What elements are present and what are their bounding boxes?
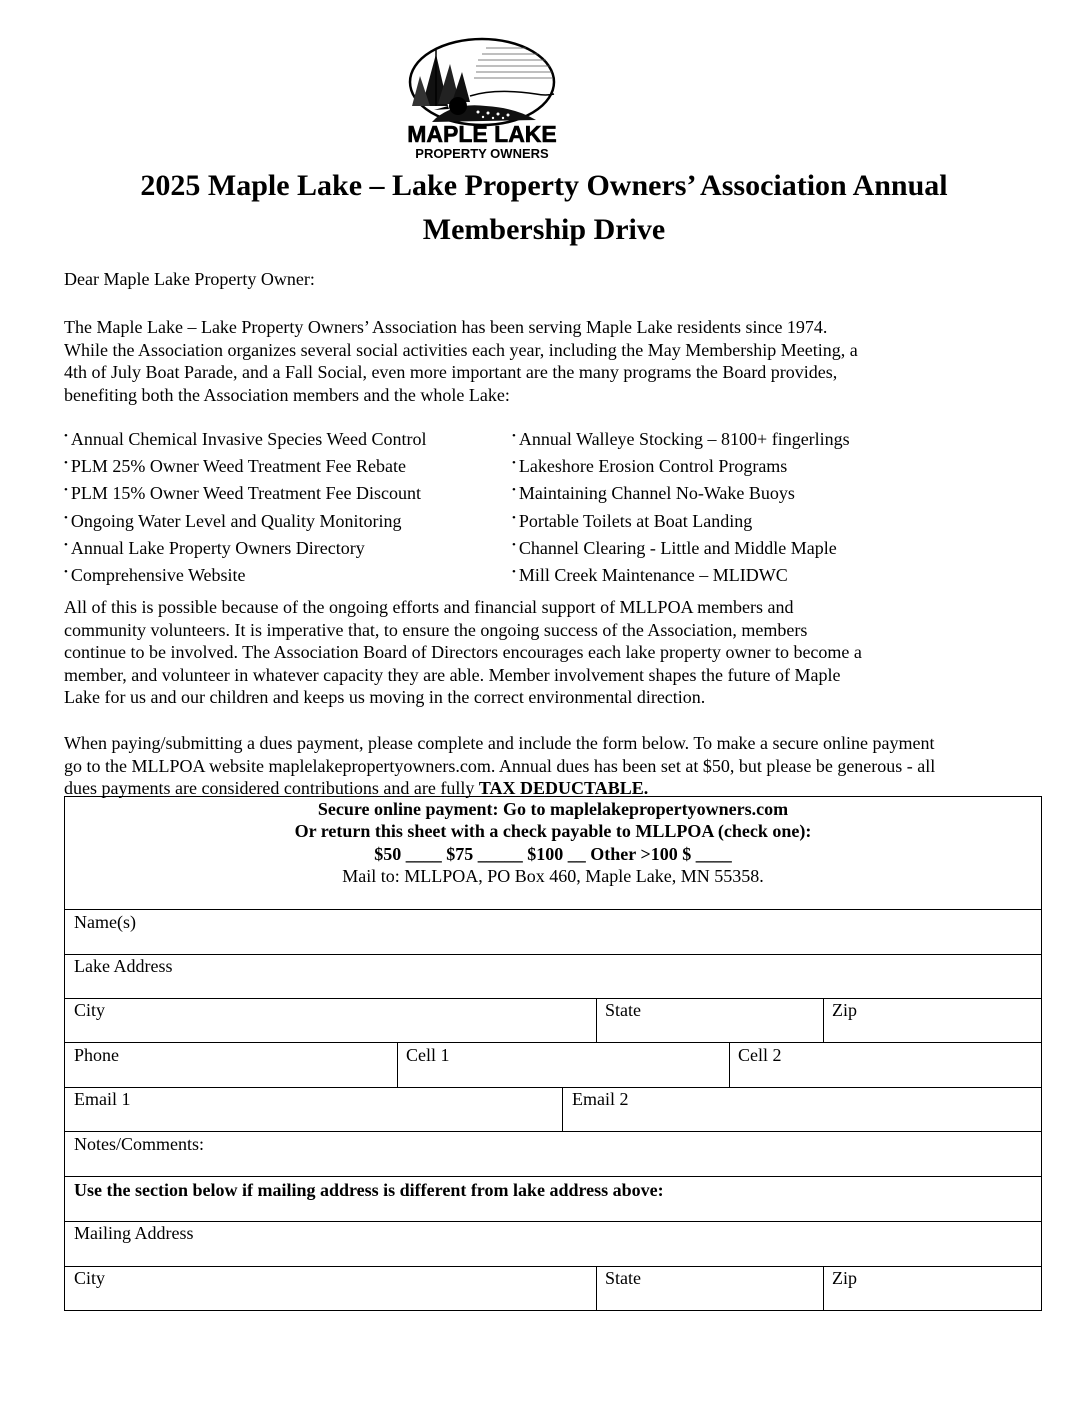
title-line-1: 2025 Maple Lake – Lake Property Owners’ Association Annual [140, 169, 948, 202]
mailing-address-field[interactable]: Mailing Address [74, 1223, 194, 1243]
intro-paragraph [64, 316, 858, 406]
online-payment-text: Secure online payment: Go to maplelakepropertyowners.com [317, 799, 789, 819]
divider [65, 1176, 1041, 1177]
list-item: • Annual Lake Property Owners Directory [64, 537, 365, 558]
divider [65, 1131, 1041, 1132]
city-field[interactable]: City [74, 1000, 106, 1020]
support-line: continue to be involved. The Association Board of Directors encourages each lake property owner to become a [64, 642, 862, 662]
phone-field[interactable]: Phone [74, 1045, 119, 1065]
list-item: • Lakeshore Erosion Control Programs [512, 456, 788, 477]
payment-line: dues payments are considered contributions and are fully TAX DEDUCTABLE. [64, 778, 649, 798]
payment-line: go to the MLLPOA website maplelakepropertyowners.com. Annual dues has been set at $50, but please be generous - all [64, 755, 936, 776]
mailing-section-note: Use the section below if mailing address is different from lake address above: [74, 1180, 664, 1200]
divider [562, 1087, 563, 1131]
divider [823, 998, 824, 1042]
page-title [60, 164, 1028, 252]
programs-list-right [512, 427, 850, 590]
divider [65, 954, 1041, 955]
bullet-icon: • [512, 566, 516, 579]
list-item: • Channel Clearing - Little and Middle Maple [512, 537, 837, 558]
support-line: Lake for us and our children and keeps us moving in the correct environmental direction. [64, 687, 706, 707]
title-line-2: Membership Drive [422, 213, 666, 246]
zip-field[interactable]: Zip [832, 1000, 857, 1020]
list-item: • PLM 15% Owner Weed Treatment Fee Discount [64, 483, 422, 504]
list-item: • Mill Creek Maintenance – MLIDWC [512, 565, 788, 586]
intro-line: The Maple Lake – Lake Property Owners’ Association has been serving Maple Lake residents since 1974. [64, 317, 828, 337]
divider [65, 1221, 1041, 1222]
logo-subtitle-text: PROPERTY OWNERS [415, 146, 549, 160]
list-item: • Ongoing Water Level and Quality Monitoring [64, 510, 402, 531]
tax-deductable-text: TAX DEDUCTABLE. [478, 778, 649, 798]
mail-to-text: Mail to: MLLPOA, PO Box 460, Maple Lake, MN 55358. [342, 866, 764, 887]
intro-line: benefiting both the Association members and the whole Lake: [64, 384, 510, 405]
list-item: • Annual Walleye Stocking – 8100+ fingerlings [512, 429, 850, 449]
list-item: • Annual Chemical Invasive Species Weed Control [64, 429, 427, 449]
bullet-icon: • [64, 511, 68, 524]
email1-field[interactable]: Email 1 [74, 1089, 131, 1109]
list-item: • Maintaining Channel No-Wake Buoys [512, 483, 795, 504]
maple-lake-logo [386, 36, 578, 160]
bullet-icon: • [64, 538, 68, 551]
mailing-zip-field[interactable]: Zip [832, 1268, 857, 1288]
divider [65, 1087, 1041, 1088]
membership-form [64, 796, 1042, 1311]
bullet-icon: • [512, 430, 516, 442]
salutation: Dear Maple Lake Property Owner: [64, 269, 315, 289]
check-payment-text: Or return this sheet with a check payable to MLLPOA (check one): [294, 821, 812, 842]
support-line: All of this is possible because of the ongoing efforts and financial support of MLLPOA members and [64, 597, 794, 617]
support-line: community volunteers. It is imperative that, to ensure the ongoing success of the Association, members [64, 619, 808, 640]
bullet-icon: • [64, 430, 68, 442]
list-item: • Portable Toilets at Boat Landing [512, 510, 753, 531]
divider [729, 1042, 730, 1087]
divider [596, 1266, 597, 1311]
bullet-icon: • [64, 484, 68, 497]
payment-instructions [64, 732, 935, 800]
intro-line: While the Association organizes several social activities each year, including the May Membership Meeting, a [64, 339, 858, 360]
payment-line: When paying/submitting a dues payment, please complete and include the form below. To make a secure online payment [64, 733, 935, 753]
bullet-icon: • [512, 484, 516, 497]
divider [596, 998, 597, 1042]
bullet-icon: • [512, 457, 516, 470]
divider [397, 1042, 398, 1087]
divider [65, 998, 1041, 999]
cell2-field[interactable]: Cell 2 [738, 1045, 782, 1065]
name-field[interactable]: Name(s) [74, 912, 136, 932]
email2-field[interactable]: Email 2 [572, 1089, 629, 1109]
amount-options[interactable]: $50 ____ $75 _____ $100 __ Other >100 $ ____ [374, 843, 732, 864]
payment-box [65, 797, 1041, 910]
support-line: member, and volunteer in whatever capacity they are able. Member involvement shapes the future of Maple [64, 664, 841, 685]
support-paragraph [64, 596, 862, 709]
divider [65, 909, 1041, 910]
divider [65, 1042, 1041, 1043]
list-item: • PLM 25% Owner Weed Treatment Fee Rebate [64, 456, 407, 477]
cell1-field[interactable]: Cell 1 [406, 1045, 450, 1065]
logo-title-text: MAPLE LAKE [407, 121, 557, 147]
mailing-state-field[interactable]: State [605, 1268, 641, 1288]
state-field[interactable]: State [605, 1000, 641, 1020]
bullet-icon: • [512, 511, 516, 524]
list-item: • Comprehensive Website [64, 565, 246, 586]
lake-address-field[interactable]: Lake Address [74, 956, 173, 976]
intro-line: 4th of July Boat Parade, and a Fall Social, even more important are the many programs the Board provides, [64, 362, 838, 382]
divider [823, 1266, 824, 1311]
bullet-icon: • [64, 566, 68, 579]
programs-list-left [64, 427, 427, 590]
bullet-icon: • [512, 538, 516, 551]
notes-field[interactable]: Notes/Comments: [74, 1134, 204, 1154]
divider [65, 1266, 1041, 1267]
bullet-icon: • [64, 457, 68, 470]
mailing-city-field[interactable]: City [74, 1268, 106, 1288]
